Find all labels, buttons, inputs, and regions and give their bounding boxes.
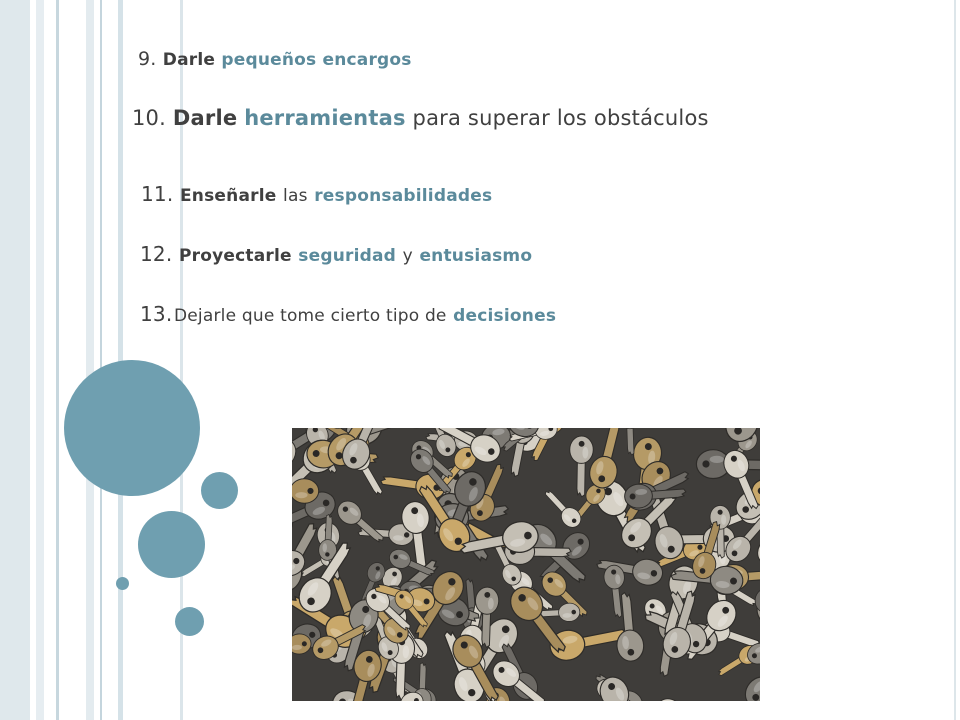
item-text: herramientas <box>244 106 406 130</box>
left-stripe-line-4 <box>86 0 94 720</box>
decor-circle-large <box>64 360 200 496</box>
item-text: Darle <box>162 50 216 70</box>
item-text: responsabilidades <box>314 186 493 206</box>
item-text: Dejarle que tome cierto tipo de <box>173 306 447 326</box>
decor-circle-tiny <box>116 577 129 590</box>
item-number: 11. <box>141 182 174 206</box>
decor-circle-small-2 <box>175 607 204 636</box>
list-item-10 <box>132 106 709 130</box>
decor-circle-medium <box>138 511 205 578</box>
left-stripe-line-3 <box>56 0 59 720</box>
item-text: pequeños encargos <box>221 50 412 70</box>
left-stripe-line-2 <box>36 0 44 720</box>
item-number: 10. <box>132 106 166 130</box>
decor-circle-small-1 <box>201 472 238 509</box>
item-text: para superar los obstáculos <box>412 106 709 130</box>
left-stripe-band <box>0 0 30 720</box>
keys-illustration <box>292 428 760 701</box>
list-item-13 <box>140 302 556 326</box>
item-text: las <box>283 186 308 206</box>
keys-photo <box>292 428 760 701</box>
item-text: seguridad <box>298 246 397 266</box>
item-text: y <box>402 246 413 266</box>
list-item-9 <box>138 48 412 70</box>
left-stripe-line-5 <box>100 0 102 720</box>
item-text: decisiones <box>453 306 557 326</box>
item-number: 9. <box>138 48 157 70</box>
item-number: 12. <box>140 242 173 266</box>
item-number: 13. <box>140 302 173 326</box>
item-text: Proyectarle <box>178 246 292 266</box>
item-text: entusiasmo <box>419 246 533 266</box>
right-border-line <box>954 0 956 720</box>
item-text: Enseñarle <box>179 186 277 206</box>
item-text: Darle <box>172 106 238 130</box>
list-item-11 <box>141 182 492 206</box>
list-item-12 <box>140 242 532 266</box>
